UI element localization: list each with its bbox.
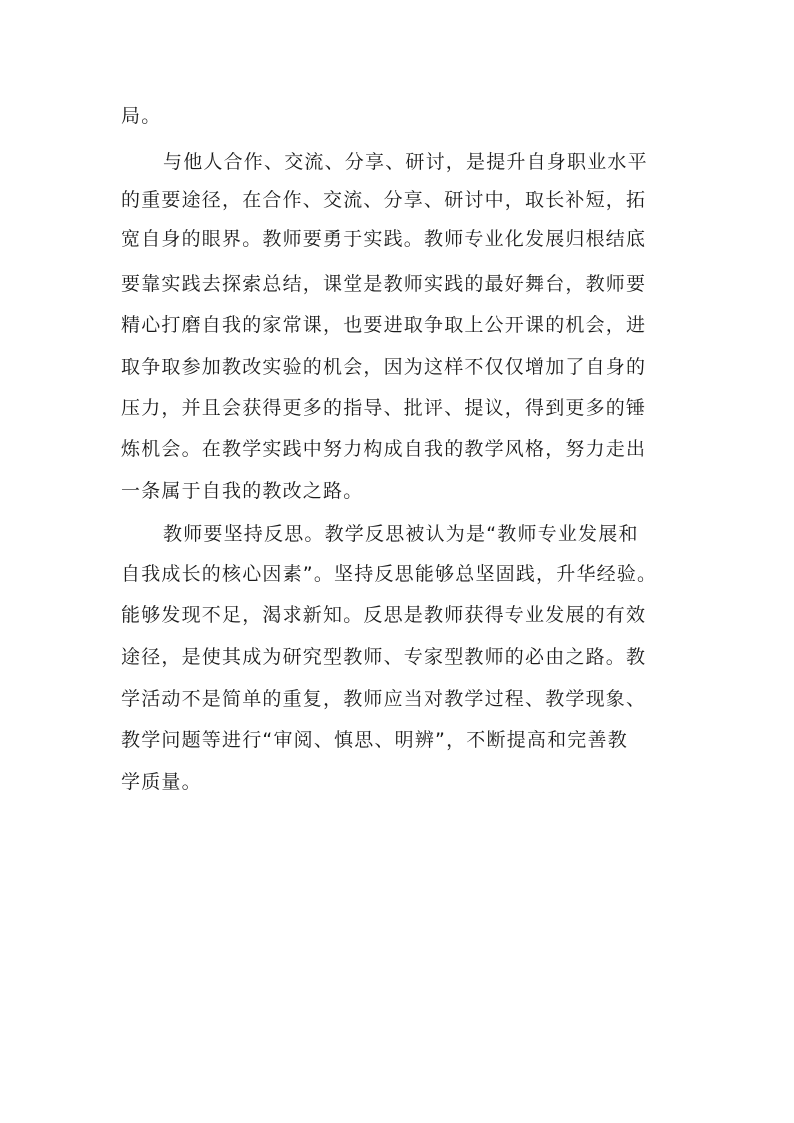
text-line: 的重要途径，在合作、交流、分享、研讨中，取长补短，拓 — [121, 189, 647, 211]
text-line: 压力，并且会获得更多的指导、批评、提议，得到更多的锤 — [121, 397, 647, 419]
text-line: 学质量。 — [121, 771, 202, 793]
text-line: 局。 — [121, 105, 162, 127]
text-line: 精心打磨自我的家常课，也要进取争取上公开课的机会，进 — [121, 314, 647, 336]
text-line: 一条属于自我的教改之路。 — [121, 480, 364, 502]
text-line: 途径，是使其成为研究型教师、专家型教师的必由之路。教 — [121, 646, 647, 668]
text-line: 宽自身的眼界。教师要勇于实践。教师专业化发展归根结底 — [121, 228, 647, 250]
text-line: 学活动不是简单的重复，教师应当对教学过程、教学现象、 — [121, 688, 647, 710]
text-line: 取争取参加教改实验的机会，因为这样不仅仅增加了自身的 — [121, 356, 647, 378]
paragraph-first-line: 教师要坚持反思。教学反思被认为是“教师专业发展和 — [163, 523, 639, 545]
text-line: 要靠实践去探索总结，课堂是教师实践的最好舞台，教师要 — [121, 273, 647, 295]
paragraph-first-line: 与他人合作、交流、分享、研讨，是提升自身职业水平 — [163, 151, 648, 173]
text-line: 自我成长的核心因素”。坚持反思能够总坚固践，升华经验。 — [121, 563, 658, 585]
text-line: 能够发现不足，渴求新知。反思是教师获得专业发展的有效 — [121, 604, 647, 626]
text-line: 教学问题等进行“审阅、慎思、明辨”，不断提高和完善教 — [121, 729, 628, 751]
text-line: 炼机会。在教学实践中努力构成自我的教学风格，努力走出 — [121, 438, 647, 460]
